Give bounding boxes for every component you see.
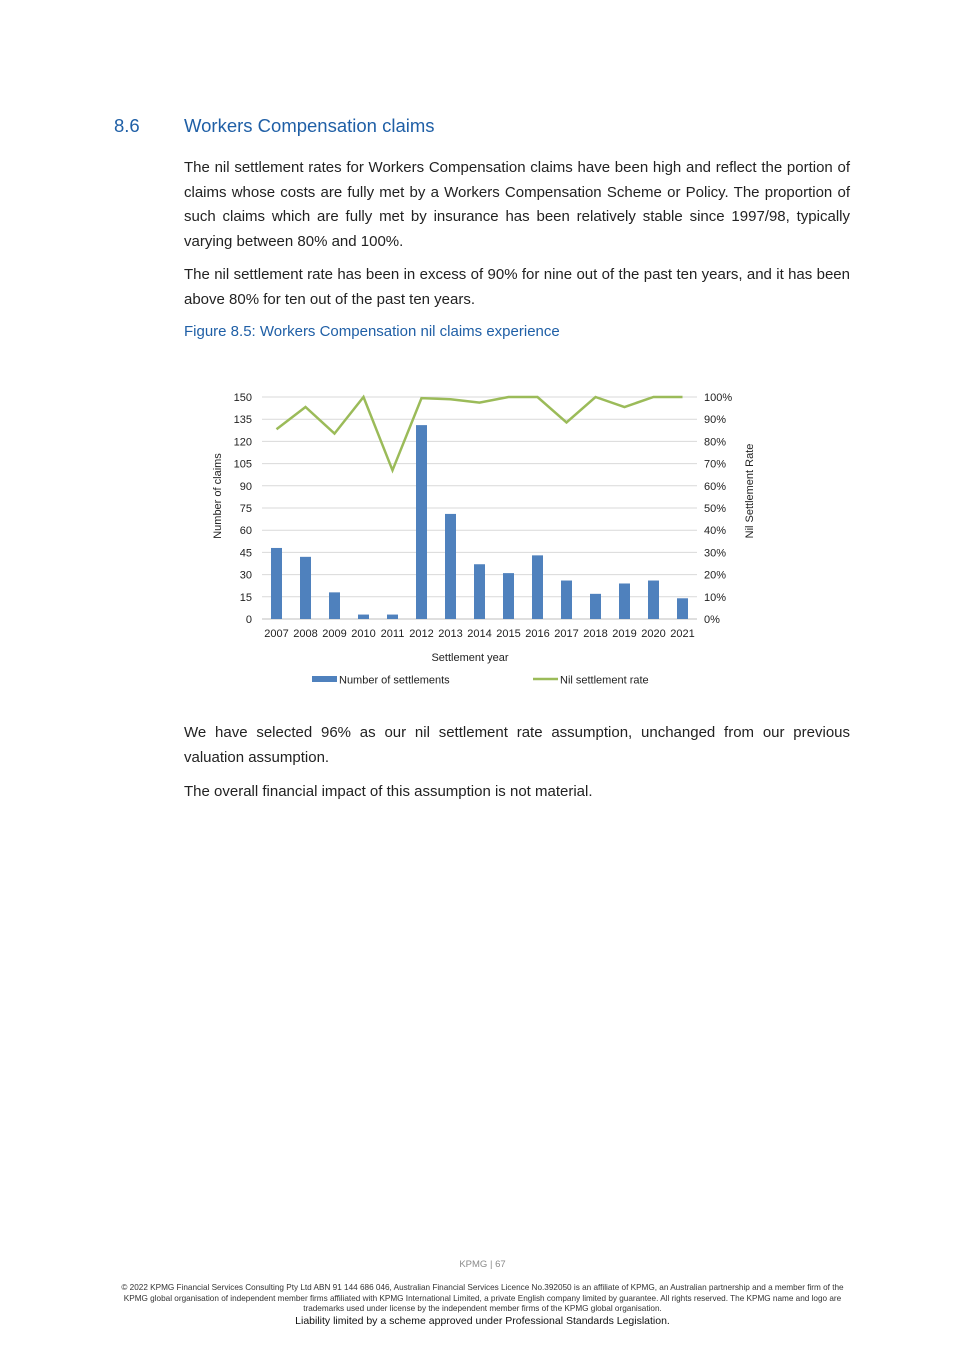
settlements-bar	[474, 564, 485, 619]
y-tick-label: 150	[233, 392, 252, 404]
left-axis-ticks	[234, 392, 252, 626]
settlements-bar	[619, 583, 630, 619]
footer-page-number: KPMG | 67	[459, 1259, 506, 1270]
footer-liability-statement: Liability limited by a scheme approved under Professional Standards Legislation.	[295, 1315, 670, 1327]
settlements-bar	[503, 573, 514, 619]
y-tick-label: 105	[233, 458, 252, 471]
y2-tick-label: 50%	[704, 503, 727, 515]
x-tick-label: 2011	[380, 628, 405, 640]
y-tick-label: 0	[245, 614, 252, 626]
section-title: Workers Compensation claims	[184, 115, 435, 136]
section-number: 8.6	[114, 115, 140, 136]
x-tick-label: 2010	[351, 628, 376, 640]
y2-tick-label: 60%	[704, 480, 727, 493]
settlements-bar	[532, 555, 543, 619]
x-tick-label: 2007	[264, 628, 289, 640]
x-tick-label: 2012	[409, 628, 434, 640]
chart-legend	[312, 675, 649, 687]
y-tick-label: 45	[239, 547, 252, 560]
y2-axis-title: Nil Settlement Rate	[744, 443, 756, 539]
y2-tick-label: 0%	[704, 614, 720, 626]
settlements-bar	[271, 548, 282, 619]
paragraph-nil-settlement-history: The nil settlement rate has been in excess of 90% for nine out of the past ten years, and it has been above 80% for ten out of the past ten years.	[184, 266, 850, 308]
x-tick-label: 2014	[467, 628, 492, 640]
nil-claims-chart	[195, 380, 775, 700]
y2-tick-label: 10%	[704, 591, 727, 604]
x-axis-title: Settlement year	[431, 652, 509, 664]
right-axis-ticks	[704, 392, 732, 626]
settlements-bar	[416, 425, 427, 619]
x-tick-label: 2009	[322, 628, 347, 640]
settlements-bar	[648, 581, 659, 619]
x-tick-label: 2015	[496, 628, 521, 640]
x-tick-label: 2021	[670, 628, 695, 640]
y-tick-label: 30	[239, 569, 252, 582]
legend-label-nil-rate: Nil settlement rate	[560, 674, 649, 687]
settlements-bar	[387, 615, 398, 619]
footer-legal-notice: © 2022 KPMG Financial Services Consulting Pty Ltd ABN 91 144 686 046, Australian Financial Services Licence No.392050 is an affiliate of KPMG, an Australian partnership and a member firm of the KPMG global organisation of independent member firms affiliated with KPMG International Limited, a private English company limited by guarantee. All rights reserved. The KPMG name and logo are trademarks used under license by the independent member firms of the KPMG global organisation.	[121, 1283, 844, 1314]
x-axis-ticks	[264, 628, 694, 640]
x-tick-label: 2020	[641, 628, 666, 640]
y-tick-label: 90	[239, 480, 252, 493]
figure-caption: Figure 8.5: Workers Compensation nil claims experience	[184, 323, 560, 340]
x-tick-label: 2019	[612, 628, 637, 640]
settlements-bars	[271, 425, 688, 619]
legend-swatch-settlements	[312, 676, 337, 682]
y2-tick-label: 30%	[704, 547, 727, 560]
settlements-bar	[561, 581, 572, 619]
y2-tick-label: 80%	[704, 436, 727, 449]
y2-tick-label: 90%	[704, 414, 727, 427]
settlements-bar	[329, 592, 340, 619]
y2-tick-label: 20%	[704, 569, 727, 582]
y-tick-label: 135	[233, 414, 252, 427]
paragraph-assumption: We have selected 96% as our nil settlement rate assumption, unchanged from our previous valuation assumption.	[184, 724, 850, 766]
x-tick-label: 2013	[438, 628, 463, 640]
x-tick-label: 2017	[554, 628, 579, 640]
settlements-bar	[590, 594, 601, 619]
x-tick-label: 2008	[293, 628, 318, 640]
paragraph-nil-settlement-rates: The nil settlement rates for Workers Compensation claims have been high and reflect the portion of claims whose costs are fully met by a Workers Compensation Scheme or Policy. The proportion of such claims which are fully met by insurance has been relatively stable since 1997/98, typically varying between 80% and 100%.	[184, 159, 850, 250]
settlements-bar	[445, 514, 456, 619]
nil-rate-line	[277, 397, 683, 470]
y-tick-label: 75	[239, 503, 252, 515]
x-tick-label: 2018	[583, 628, 608, 640]
y-tick-label: 15	[239, 591, 252, 604]
y-tick-label: 120	[233, 436, 252, 449]
settlements-bar	[677, 598, 688, 619]
x-tick-label: 2016	[525, 628, 550, 640]
paragraph-financial-impact: The overall financial impact of this assumption is not material.	[184, 783, 593, 800]
y-axis-title: Number of claims	[212, 453, 224, 539]
y2-tick-label: 100%	[704, 392, 733, 404]
nil-rate-line-layer	[277, 397, 683, 470]
settlements-bar	[300, 557, 311, 619]
settlements-bar	[358, 615, 369, 619]
y2-tick-label: 70%	[704, 458, 727, 471]
section-heading	[114, 115, 854, 141]
y2-tick-label: 40%	[704, 525, 727, 538]
legend-label-settlements: Number of settlements	[339, 674, 450, 687]
y-tick-label: 60	[239, 525, 252, 538]
